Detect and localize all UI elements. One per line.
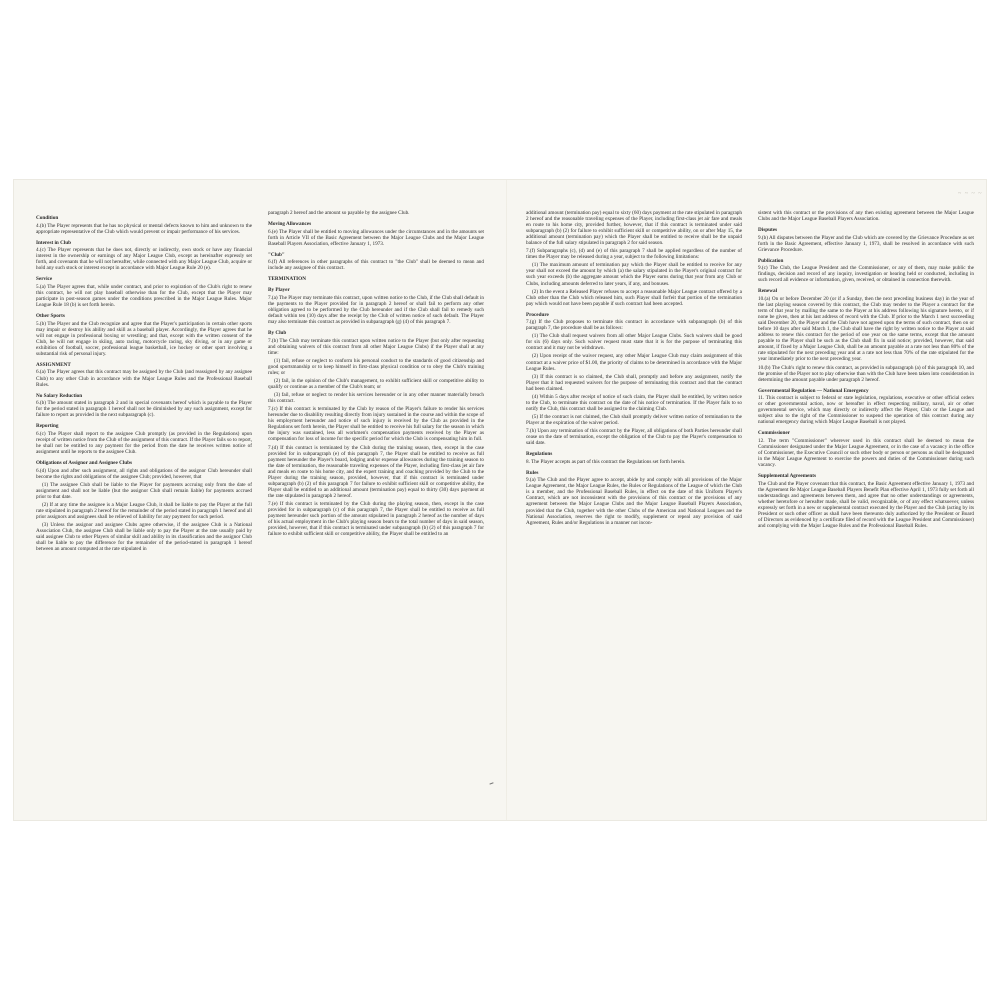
paragraph: additional amount (termination pay) equal to sixty (60) days payment at the rate stipulated in paragraph 2 hereof and the reasonable traveling expenses of the Player, including first-class jet air fare and meals en route to his home city, provided further, however, that if this contract is terminated under said subparagraph (b) (2) for failure to exhibit sufficient skill or competitive ability, on or after May 15, the additional amount (termination pay) which the Player shall be entitled to receive shall be the unpaid balance of the full salary stipulated in paragraph 2 for said season.: [526, 210, 742, 247]
section-heading: Condition: [36, 215, 59, 221]
paragraph: 10.(a) On or before December 20 (or if a Sunday, then the next preceding business day) in the year of the last playing season covered by this contract, the Club may tender to the Player a contract for the term of that year by mailing the same to the Player at his address following his signature hereto, or if none be given, then at his last address of record with the Club. If prior to the March 1 next succeeding said December 20, the Player and the Club have not agreed upon the terms of such contract, then on or before 10 days after said March 1, the Club shall have the right by written notice to the Player at said address to renew this contract for the period of one year on the same terms, except that the amount payable to the Player shall be such as the Club shall fix in said notice; provided, however, that said amount, if fixed by a Major League Club, shall be an amount payable at a rate not less than 80% of the rate stipulated for the next preceding year and at a rate not less than 70% of the rate stipulated for the year immediately prior to the next preceding year.: [758, 296, 974, 363]
paragraph: 7.(h) Upon any termination of this contract by the Player, all obligations of both Parties hereunder shall cease on the date of termination, except the obligation of the Club to pay the Player's compensation to said date.: [526, 428, 742, 447]
section-heading: Regulations: [526, 451, 553, 458]
paragraph: 9.(a) The Club and the Player agree to accept, abide by and comply with all provisions of the Major League Agreement, the Major League Rules, the Rules or Regulations of the League of which the Club is a member, and the Professional Baseball Rules, in effect on the date of this Uniform Player's Contract, which are not inconsistent with the provisions of this contract or the provisions of any agreement between the Major League Clubs and the Major League Baseball Players Association, provided that the Club, together with the other Clubs of the American and National Leagues and the National Association, reserves the right to modify, supplement or repeal any provision of said Agreement, Rules and/or Regulations in a manner not incon-: [526, 477, 742, 526]
list-item: (5) If the contract is not claimed, the Club shall promptly deliver written notice of termination to the Player at the expiration of the waiver period.: [526, 413, 742, 426]
faint-stamp: ~ ~ ~ ~: [958, 191, 983, 197]
list-item: (1) The maximum amount of termination pay which the Player shall be entitled to receive for any year shall not exceed the amount by which (a) the salary stipulated in the Player's original contract for such year exceeds (b) the aggregate amount which the Player earns during that year from any Club or Clubs, including amounts deferred to later years, if any, and bonuses.: [526, 262, 742, 287]
right-page: [526, 210, 976, 810]
paragraph: 7.(c) If this contract is terminated by the Club by reason of the Player's failure to render his services hereunder due to disability resulting directly from injury sustained in the course and within the scope of his employment hereunder and notice of such injury is received by the Club as provided in the Regulations set forth herein, the Player shall be entitled to receive his full salary for the season in which the injury was sustained, less all workmen's compensation payments received by the Player as compensation for loss of income for the specific period for which the Club is compensating him in full.: [268, 406, 484, 443]
list-item: (2) In the event a Released Player refuses to accept a reasonable Major League contract offered by a Club other than the Club which released him, such Player shall forfeit that portion of the termination pay which would not have been payable if such contract had been accepted.: [526, 288, 742, 307]
paragraph: 7.(b) The Club may terminate this contract upon written notice to the Player (but only after requesting and obtaining waivers of this contract from all other Major League Clubs) if the Player shall at any time:: [268, 337, 484, 356]
section-heading: Renewal: [758, 288, 778, 295]
paragraph: 4.(b) The Player represents that he has no physical or mental defects known to him and unknown to the appropriate representative of the Club which would prevent or impair performance of his services.: [36, 222, 252, 235]
list-item: (4) Within 5 days after receipt of notice of such claim, the Player shall be entitled, by written notice to the Club, to terminate this contract on the date of his notice of termination. If the Player fails to so notify the Club, this contract shall be assigned to the claiming Club.: [526, 393, 742, 412]
paragraph: 6.(e) The Player shall be entitled to moving allowances under the circumstances and in the amounts set forth in Article VII of the Basic Agreement between the Major League Clubs and the Major League Baseball Players Association, effective January 1, 1973.: [268, 228, 484, 247]
section-heading: "Club": [268, 251, 285, 258]
paragraph: 11. This contract is subject to federal or state legislation, regulations, executive or other official orders or other governmental action, now or hereafter in effect respecting military, naval, air or other governmental service, which may directly or indirectly affect the Player, Club or the League and subject also to the right of the Commissioner to suspend the operation of this contract during any national emergency during which Major League Baseball is not played.: [758, 395, 974, 426]
list-item: (3) fail, refuse or neglect to render his services hereunder or in any other manner materially breach this contract.: [268, 392, 484, 405]
section-heading: Moving Allowances: [268, 221, 312, 228]
section-heading: Obligations of Assignor and Assignee Clubs: [36, 460, 133, 467]
paragraph: 7.(e) If this contract is terminated by the Club during the playing season, then, except in the case provided for in subparagraph (c) of this paragraph 7, the Player shall be entitled to receive as full payment hereunder such portion of the amount stipulated in paragraph 2 hereof as the number of days of his actual employment in the Club's playing season bears to the total number of days in said season, provided, however, that if this contract is terminated under subparagraph (b) (2) of this paragraph 7 for failure to exhibit sufficient skill or competitive ability, the Player shall be entitled to an: [268, 500, 484, 538]
pen-mark: [488, 779, 493, 784]
paragraph: 6.(a) The Player agrees that this contract may be assigned by the Club (and reassigned by any assignee Club) to any other Club in accordance with the Major League Rules and the Professional Baseball Rules.: [36, 369, 252, 388]
section-heading: Supplemental Agreements: [758, 473, 816, 480]
left-column-2: [268, 210, 484, 539]
paragraph: 6.(d) Upon and after such assignment, all rights and obligations of the assignor Club hereunder shall become the rights and obligations of the assignee Club; provided, however, that: [36, 467, 252, 480]
paragraph: 5.(a) The Player agrees that, while under contract, and prior to expiration of the Club's right to renew this contract, he will not play baseball otherwise than for the Club, except that the Player may participate in post-season games under the conditions prescribed in the Major League Rules. Major League Rule 18 (b) is set forth herein.: [36, 283, 252, 309]
right-column-1: [526, 210, 742, 528]
list-item: (1) fail, refuse or neglect to conform his personal conduct to the standards of good citizenship and good sportsmanship or to keep himself in first-class physical condition or to obey the Club's training rules; or: [268, 357, 484, 376]
paragraph: sistent with this contract or the provisions of any then existing agreement between the Major League Clubs and the Major League Baseball Players Association.: [758, 210, 974, 223]
paragraph: 7.(a) The Player may terminate this contract, upon written notice to the Club, if the Club shall default in the payments to the Player provided for in paragraph 2 hereof or shall fail to perform any other obligation agreed to be performed by the Club hereunder and if the Club shall fail to remedy such default within ten (10) days after the receipt by the Club of written notice of such default. The Player may also terminate this contract as provided in subparagraph (g) (4) of this paragraph 7.: [268, 294, 484, 326]
section-heading: Reporting: [36, 423, 59, 430]
paragraph: 10.(b) The Club's right to renew this contract, as provided in subparagraph (a) of this paragraph 10, and the promise of the Player not to play otherwise than with the Club have been taken into consideration in determining the amount payable under paragraph 2 hereof.: [758, 364, 974, 383]
section-heading: No Salary Reduction: [36, 392, 83, 399]
contract-sheet: [14, 180, 986, 820]
list-item: (3) Unless the assignor and assignee Clubs agree otherwise, if the assignee Club is a National Association Club, the assignee Club shall be liable only to pay the Player at the rate usually paid by said assignee Club to other Players of similar skill and ability in its classification and the assignor Club shall be liable to pay the difference for the remainder of the period-stated in paragraph 1 hereof between an amount computed at the rate stipulated in: [36, 521, 252, 553]
section-heading: By Player: [268, 287, 290, 294]
paragraph: 4.(c) The Player represents that he does not, directly or indirectly, own stock or have any financial interest in the ownership or earnings of any Major League Club, except as hereinafter expressly set forth, and covenants that he will not hereafter, while connected with any Major League Club, acquire or hold any such stock or interest except in accordance with Major League Rule 20 (e).: [36, 247, 252, 272]
section-heading: Procedure: [526, 311, 549, 318]
list-item: (1) The Club shall request waivers from all other Major League Clubs. Such waivers shall be good for six (6) days only. Such waiver request must state that it is for the purpose of terminating this contract and it may not be withdrawn.: [526, 333, 742, 352]
section-heading: TERMINATION: [268, 276, 306, 283]
right-column-2: [758, 210, 974, 531]
list-item: (2) Upon receipt of the waiver request, any other Major League Club may claim assignment of this contract at a waiver price of $1.00, the priority of claims to be determined in accordance with the Major League Rules.: [526, 353, 742, 372]
paragraph: 8. The Player accepts as part of this contract the Regulations set forth herein.: [526, 458, 686, 465]
section-heading: ASSIGNMENT: [36, 361, 71, 368]
list-item: (1) The assignee Club shall be liable to the Player for payments accruing only from the date of assignment and shall not be liable (but the assignor Club shall remain liable) for payments accrued prior to that date.: [36, 481, 252, 500]
section-heading: By Club: [268, 330, 287, 337]
list-item: (2) If at any time the assignee is a Major League Club, it shall be liable to pay the Player at the full rate stipulated in paragraph 2 hereof for the remainder of the period stated in paragraph 1 hereof and all prior assignors and assignees shall be relieved of liability for any payment for such period.: [36, 501, 252, 520]
center-fold: [506, 180, 507, 820]
section-heading: Publication: [758, 257, 784, 264]
paragraph: 5.(b) The Player and the Club recognize and agree that the Player's participation in certain other sports may impair or destroy his ability and skill as a baseball player. Accordingly, the Player agrees that he will not engage in professional boxing or wrestling; and that, except with the written consent of the Club, he will not engage in skiing, auto racing, motorcycle racing, sky diving, or in any game or exhibition of football, soccer, professional league basketball, ice hockey or other sport involving a substantial risk of personal injury.: [36, 320, 252, 357]
section-heading: Service: [36, 276, 53, 283]
paragraph: 7.(d) If this contract is terminated by the Club during the training season, then, except in the case provided for in subparagraph (e) of this paragraph 7, the Player shall be entitled to receive as full payment hereunder the Player's board, lodging and/or expense allowances during the training season to the date of termination, the reasonable traveling expenses of the Player, including first-class jet air fare and meals en route to his home city, and the expert training and coaching provided by the Club to the Player during the training season, provided, however, that if this contract is terminated under subparagraph (b) (2) of this paragraph 7 for failure to exhibit sufficient skill or competitive ability, the Player shall be entitled to an additional amount (termination pay) equal to thirty (30) days payment at the rate stipulated in paragraph 2 hereof.: [268, 444, 484, 499]
paragraph: 7.(f) Subparagraphs (c), (d) and (e) of this paragraph 7 shall be applied regardless of the number of times the Player may be released during a year, subject to the following limitations:: [526, 248, 742, 261]
list-item: (3) If this contract is so claimed, the Club shall, promptly and before any assignment, notify the Player that it had requested waivers for the purpose of terminating this contract and that the contract had been claimed.: [526, 373, 742, 392]
paragraph: The Club and the Player covenant that this contract, the Basic Agreement effective January 1, 1973 and the Agreement Re Major League Baseball Players Benefit Plan effective April 1, 1973 fully set forth all understandings and agreements between them, and agree that no other understandings or agreements, whether heretofore or hereafter made, shall be valid, recognizable, or of any effect whatsoever, unless expressly set forth in a new or supplemental contract executed by the Player and the Club (acting by its President or such other officer as shall have been thereunto duly authorized by the President or Board of Directors as evidenced by a certificate filed of record with the League President and Commissioner) and complying with the Major League Rules and the Professional Baseball Rules.: [758, 480, 974, 530]
section-heading: Commissioner: [758, 430, 790, 437]
section-heading: Disputes: [758, 227, 778, 234]
section-heading: Governmental Regulation — National Emergency: [758, 387, 869, 394]
paragraph: 6.(c) The Player shall report to the assignee Club promptly (as provided in the Regulations) upon receipt of written notice from the Club of the assignment of this contract. If the Player fails so to report, he shall not be entitled to any payment for the period from the date he receives written notice of assignment until he reports to the assignee Club.: [36, 430, 252, 455]
left-column-1: [36, 210, 252, 554]
section-heading: Rules: [526, 469, 539, 476]
paragraph: 12. The term "Commissioner" wherever used in this contract shall be deemed to mean the Commissioner designated under the Major League Agreement, or in the case of a vacancy in the office of Commissioner, the Executive Council or such other body or person or persons as shall be designated in the Major League Agreement to exercise the powers and duties of the Commissioner during such vacancy.: [758, 438, 974, 469]
section-heading: Other Sports: [36, 313, 65, 320]
paragraph: 6.(f) All references in other paragraphs of this contract to "the Club" shall be deemed to mean and include any assignee of this contract.: [268, 259, 484, 272]
paragraph: paragraph 2 hereof and the amount so payable by the assignee Club.: [268, 210, 410, 216]
left-page: [36, 210, 488, 810]
paragraph: 7.(g) If the Club proposes to terminate this contract in accordance with subparagraph (b) of this paragraph 7, the procedure shall be as follows:: [526, 319, 742, 332]
paragraph: 6.(b) The amount stated in paragraph 2 and in special covenants hereof which is payable to the Player for the period stated in paragraph 1 hereof shall not be diminished by any such assignment, except for failure to report as provided in the next subparagraph (c).: [36, 400, 252, 419]
paragraph: 9.(b) All disputes between the Player and the Club which are covered by the Grievance Procedure as set forth in the Basic Agreement, effective January 1, 1973, shall be resolved in accordance with such Grievance Procedure.: [758, 234, 974, 253]
section-heading: Interest in Club: [36, 239, 72, 246]
list-item: (2) fail, in the opinion of the Club's management, to exhibit sufficient skill or competitive ability to qualify or continue as a member of the Club's team; or: [268, 378, 484, 391]
paragraph: 9.(c) The Club, the League President and the Commissioner, or any of them, may make public the findings, decision and record of any inquiry, investigation or hearing held or conducted, including in such record all evidence or information, given, received, or obtained in connection therewith.: [758, 265, 974, 284]
